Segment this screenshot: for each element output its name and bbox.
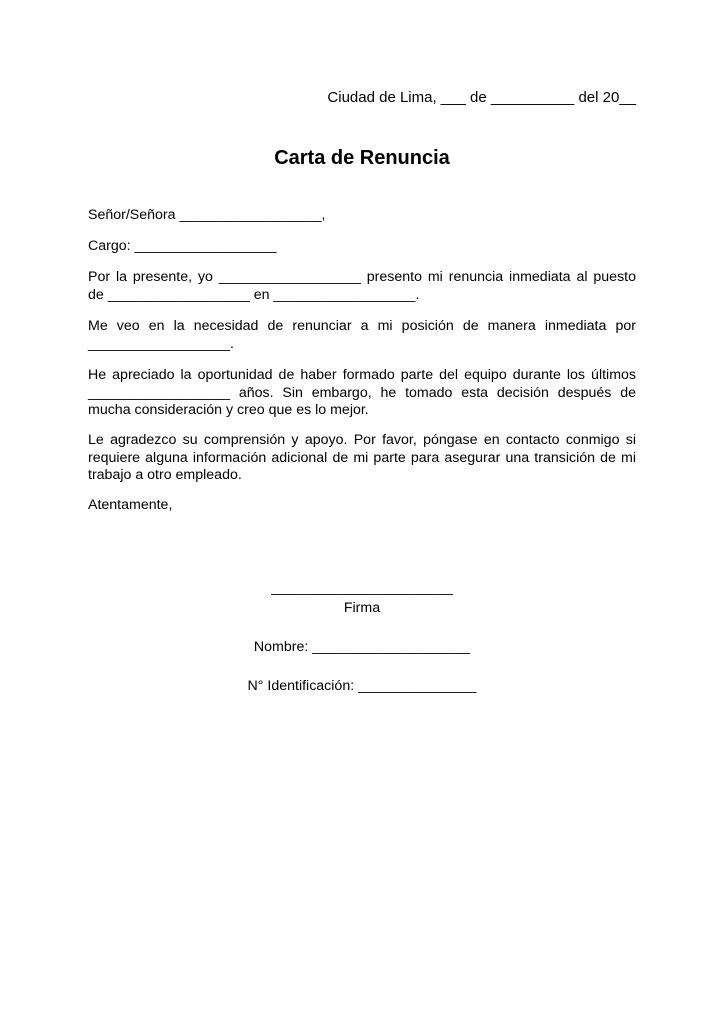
name-field: Nombre: ____________________ — [253, 639, 471, 655]
paragraph-resignation: Por la presente, yo __________________ presento mi renuncia inmediata al puesto de __________________ en __________________. — [88, 269, 636, 303]
paragraph-thanks: Le agradezco su comprensión y apoyo. Por favor, póngase en contacto conmigo si requiere alguna información adicional de mi parte para asegurar una transición de mi trabajo a otro empleado. — [88, 432, 636, 483]
signature-label: Firma — [343, 600, 381, 616]
paragraph-reason: Me veo en la necesidad de renunciar a mi posición de manera inmediata por __________________. — [88, 318, 636, 352]
salutation: Señor/Señora __________________, — [88, 207, 326, 223]
date-line: Ciudad de Lima, ___ de __________ del 20__ — [327, 89, 636, 106]
id-field: N° Identificación: _______________ — [247, 678, 477, 694]
paragraph-appreciation: He apreciado la oportunidad de haber formado parte del equipo durante los últimos __________________ años. Sin embargo, he tomado esta decisión después de mucha consideración y creo que es lo mejor. — [88, 367, 636, 418]
position-line: Cargo: __________________ — [88, 238, 277, 254]
closing: Atentamente, — [88, 497, 173, 513]
signature-line: _______________________ — [271, 580, 453, 596]
page-title: Carta de Renuncia — [274, 147, 450, 169]
